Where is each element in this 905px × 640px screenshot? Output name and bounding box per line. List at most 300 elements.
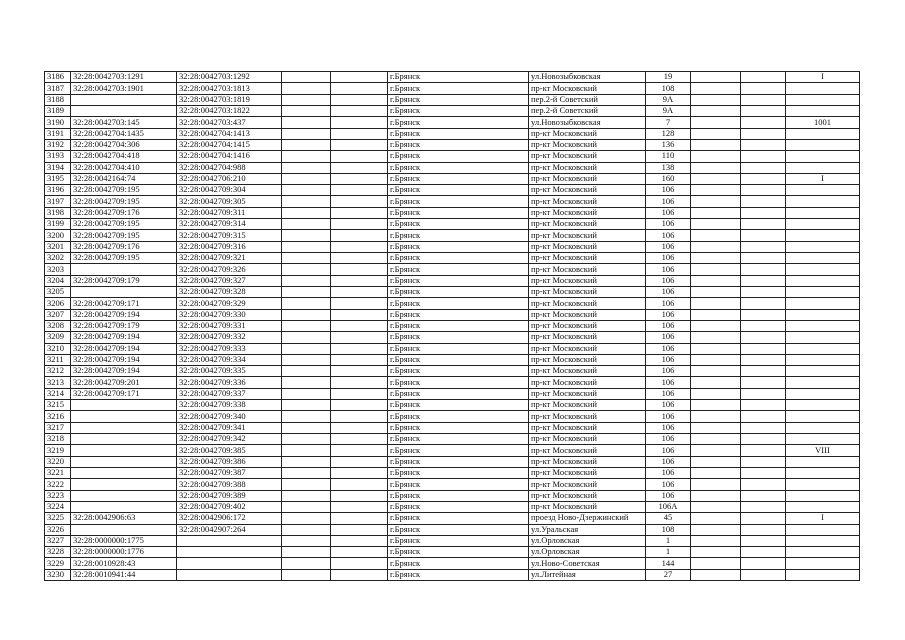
- city-cell: г.Брянск: [388, 286, 529, 297]
- empty-cell: [331, 139, 388, 150]
- cadastral-number-1: 32:28:0042709:194: [71, 343, 177, 354]
- cadastral-number-1: [71, 501, 177, 512]
- premises-cell: [786, 388, 860, 399]
- premises-cell: [786, 434, 860, 445]
- cadastral-number-1: 32:28:0042709:194: [71, 309, 177, 320]
- table-row: [45, 105, 860, 116]
- empty-cell: [282, 105, 331, 116]
- street-cell: пр-кт Московский: [529, 162, 646, 173]
- row-number: 3195: [45, 173, 71, 184]
- table-row: [45, 354, 860, 365]
- house-number-cell: 106: [646, 298, 691, 309]
- city-cell: г.Брянск: [388, 501, 529, 512]
- row-number: 3215: [45, 400, 71, 411]
- cadastral-number-2: 32:28:0042709:338: [177, 400, 282, 411]
- premises-cell: [786, 128, 860, 139]
- empty-cell: [282, 411, 331, 422]
- house-number-cell: 106: [646, 354, 691, 365]
- row-number: 3208: [45, 320, 71, 331]
- empty-cell: [741, 72, 786, 83]
- street-cell: пр-кт Московский: [529, 219, 646, 230]
- table-row: [45, 343, 860, 354]
- street-cell: ул.Новозыбковская: [529, 72, 646, 83]
- empty-cell: [282, 275, 331, 286]
- empty-cell: [282, 422, 331, 433]
- cadastral-number-2: 32:28:0042709:341: [177, 422, 282, 433]
- cadastral-number-1: 32:28:0042709:176: [71, 241, 177, 252]
- premises-cell: 1001: [786, 117, 860, 128]
- table-row: [45, 207, 860, 218]
- cadastral-number-2: 32:28:0042709:321: [177, 253, 282, 264]
- empty-cell: [741, 151, 786, 162]
- row-number: 3222: [45, 479, 71, 490]
- house-number-cell: 106: [646, 253, 691, 264]
- empty-cell: [282, 196, 331, 207]
- empty-cell: [282, 151, 331, 162]
- house-number-cell: 108: [646, 83, 691, 94]
- empty-cell: [691, 456, 741, 467]
- cadastral-number-1: 32:28:0042704:418: [71, 151, 177, 162]
- table-row: [45, 196, 860, 207]
- empty-cell: [691, 253, 741, 264]
- empty-cell: [282, 377, 331, 388]
- cadastral-number-2: 32:28:0042704:988: [177, 162, 282, 173]
- street-cell: пр-кт Московский: [529, 377, 646, 388]
- cadastral-number-2: 32:28:0042709:326: [177, 264, 282, 275]
- table-row: [45, 547, 860, 558]
- empty-cell: [741, 241, 786, 252]
- row-number: 3229: [45, 558, 71, 569]
- empty-cell: [741, 309, 786, 320]
- cadastral-number-1: 32:28:0042709:176: [71, 207, 177, 218]
- street-cell: пр-кт Московский: [529, 501, 646, 512]
- empty-cell: [331, 151, 388, 162]
- house-number-cell: 106: [646, 490, 691, 501]
- street-cell: пр-кт Московский: [529, 207, 646, 218]
- empty-cell: [691, 411, 741, 422]
- empty-cell: [331, 253, 388, 264]
- table-row: [45, 535, 860, 546]
- cadastral-number-1: 32:28:0042709:195: [71, 219, 177, 230]
- cadastral-number-1: 32:28:0042906:63: [71, 513, 177, 524]
- cadastral-number-1: 32:28:0042704:1435: [71, 128, 177, 139]
- empty-cell: [331, 298, 388, 309]
- empty-cell: [691, 264, 741, 275]
- city-cell: г.Брянск: [388, 264, 529, 275]
- empty-cell: [741, 230, 786, 241]
- premises-cell: [786, 196, 860, 207]
- empty-cell: [691, 558, 741, 569]
- empty-cell: [741, 524, 786, 535]
- table-row: [45, 479, 860, 490]
- empty-cell: [741, 456, 786, 467]
- empty-cell: [331, 445, 388, 456]
- street-cell: пр-кт Московский: [529, 128, 646, 139]
- table-row: [45, 162, 860, 173]
- row-number: 3214: [45, 388, 71, 399]
- empty-cell: [331, 128, 388, 139]
- cadastral-number-1: [71, 422, 177, 433]
- premises-cell: [786, 230, 860, 241]
- row-number: 3187: [45, 83, 71, 94]
- street-cell: пр-кт Московский: [529, 241, 646, 252]
- city-cell: г.Брянск: [388, 151, 529, 162]
- row-number: 3220: [45, 456, 71, 467]
- street-cell: ул.Орловская: [529, 535, 646, 546]
- city-cell: г.Брянск: [388, 343, 529, 354]
- table-row: [45, 139, 860, 150]
- city-cell: г.Брянск: [388, 207, 529, 218]
- empty-cell: [741, 275, 786, 286]
- cadastral-number-2: 32:28:0042703:437: [177, 117, 282, 128]
- house-number-cell: 160: [646, 173, 691, 184]
- cadastral-number-2: 32:28:0042704:1415: [177, 139, 282, 150]
- cadastral-number-1: 32:28:0042709:195: [71, 253, 177, 264]
- empty-cell: [282, 72, 331, 83]
- empty-cell: [741, 467, 786, 478]
- empty-cell: [741, 196, 786, 207]
- cadastral-number-1: 32:28:0042164:74: [71, 173, 177, 184]
- empty-cell: [741, 434, 786, 445]
- premises-cell: [786, 332, 860, 343]
- house-number-cell: 106: [646, 264, 691, 275]
- row-number: 3221: [45, 467, 71, 478]
- empty-cell: [282, 332, 331, 343]
- table-row: [45, 219, 860, 230]
- empty-cell: [741, 128, 786, 139]
- cadastral-number-2: [177, 535, 282, 546]
- premises-cell: [786, 535, 860, 546]
- row-number: 3227: [45, 535, 71, 546]
- registry-table: [44, 71, 860, 581]
- premises-cell: [786, 366, 860, 377]
- row-number: 3201: [45, 241, 71, 252]
- row-number: 3188: [45, 94, 71, 105]
- cadastral-number-2: 32:28:0042709:331: [177, 320, 282, 331]
- empty-cell: [691, 377, 741, 388]
- empty-cell: [691, 207, 741, 218]
- empty-cell: [741, 253, 786, 264]
- premises-cell: [786, 569, 860, 580]
- cadastral-number-1: 32:28:0042709:201: [71, 377, 177, 388]
- empty-cell: [691, 162, 741, 173]
- city-cell: г.Брянск: [388, 128, 529, 139]
- street-cell: пр-кт Московский: [529, 309, 646, 320]
- table-row: [45, 83, 860, 94]
- empty-cell: [282, 309, 331, 320]
- empty-cell: [691, 173, 741, 184]
- empty-cell: [691, 479, 741, 490]
- premises-cell: [786, 467, 860, 478]
- empty-cell: [741, 569, 786, 580]
- empty-cell: [691, 569, 741, 580]
- street-cell: пр-кт Московский: [529, 479, 646, 490]
- empty-cell: [282, 479, 331, 490]
- cadastral-number-1: 32:28:0042709:171: [71, 388, 177, 399]
- empty-cell: [331, 535, 388, 546]
- table-row: [45, 185, 860, 196]
- street-cell: пр-кт Московский: [529, 490, 646, 501]
- house-number-cell: 19: [646, 72, 691, 83]
- empty-cell: [691, 298, 741, 309]
- street-cell: ул.Ново-Советская: [529, 558, 646, 569]
- empty-cell: [282, 320, 331, 331]
- cadastral-number-2: 32:28:0042709:304: [177, 185, 282, 196]
- empty-cell: [331, 72, 388, 83]
- empty-cell: [691, 230, 741, 241]
- premises-cell: I: [786, 513, 860, 524]
- house-number-cell: 106: [646, 286, 691, 297]
- street-cell: пр-кт Московский: [529, 173, 646, 184]
- row-number: 3211: [45, 354, 71, 365]
- cadastral-number-2: 32:28:0042709:387: [177, 467, 282, 478]
- row-number: 3225: [45, 513, 71, 524]
- empty-cell: [282, 535, 331, 546]
- table-row: [45, 173, 860, 184]
- table-row: [45, 400, 860, 411]
- city-cell: г.Брянск: [388, 535, 529, 546]
- empty-cell: [741, 185, 786, 196]
- empty-cell: [282, 219, 331, 230]
- street-cell: пр-кт Московский: [529, 400, 646, 411]
- table-row: [45, 422, 860, 433]
- house-number-cell: 106: [646, 309, 691, 320]
- house-number-cell: 138: [646, 162, 691, 173]
- empty-cell: [741, 377, 786, 388]
- empty-cell: [282, 524, 331, 535]
- empty-cell: [741, 547, 786, 558]
- empty-cell: [691, 139, 741, 150]
- row-number: 3217: [45, 422, 71, 433]
- premises-cell: [786, 400, 860, 411]
- row-number: 3202: [45, 253, 71, 264]
- house-number-cell: 106: [646, 275, 691, 286]
- empty-cell: [691, 128, 741, 139]
- table-row: [45, 490, 860, 501]
- premises-cell: [786, 241, 860, 252]
- house-number-cell: 106: [646, 434, 691, 445]
- empty-cell: [331, 264, 388, 275]
- premises-cell: [786, 298, 860, 309]
- cadastral-number-1: [71, 434, 177, 445]
- empty-cell: [691, 513, 741, 524]
- table-row: [45, 72, 860, 83]
- row-number: 3199: [45, 219, 71, 230]
- empty-cell: [741, 219, 786, 230]
- empty-cell: [741, 162, 786, 173]
- cadastral-number-2: 32:28:0042709:328: [177, 286, 282, 297]
- cadastral-number-2: 32:28:0042709:334: [177, 354, 282, 365]
- row-number: 3196: [45, 185, 71, 196]
- house-number-cell: 1: [646, 535, 691, 546]
- cadastral-number-2: [177, 569, 282, 580]
- premises-cell: [786, 343, 860, 354]
- cadastral-number-2: 32:28:0042906:172: [177, 513, 282, 524]
- premises-cell: [786, 151, 860, 162]
- cadastral-number-1: 32:28:0010941:44: [71, 569, 177, 580]
- empty-cell: [282, 230, 331, 241]
- premises-cell: [786, 354, 860, 365]
- cadastral-number-1: [71, 94, 177, 105]
- empty-cell: [691, 354, 741, 365]
- cadastral-number-1: [71, 105, 177, 116]
- city-cell: г.Брянск: [388, 422, 529, 433]
- house-number-cell: 108: [646, 524, 691, 535]
- empty-cell: [282, 162, 331, 173]
- empty-cell: [282, 513, 331, 524]
- empty-cell: [331, 320, 388, 331]
- house-number-cell: 106: [646, 456, 691, 467]
- empty-cell: [741, 83, 786, 94]
- empty-cell: [691, 422, 741, 433]
- street-cell: ул.Новозыбковская: [529, 117, 646, 128]
- city-cell: г.Брянск: [388, 400, 529, 411]
- empty-cell: [282, 388, 331, 399]
- house-number-cell: 106: [646, 400, 691, 411]
- empty-cell: [331, 219, 388, 230]
- empty-cell: [282, 241, 331, 252]
- cadastral-number-2: 32:28:0042709:336: [177, 377, 282, 388]
- cadastral-number-1: 32:28:0042703:145: [71, 117, 177, 128]
- cadastral-number-2: 32:28:0042703:1813: [177, 83, 282, 94]
- cadastral-number-1: 32:28:0042709:194: [71, 354, 177, 365]
- table-row: [45, 388, 860, 399]
- street-cell: ул.Литейная: [529, 569, 646, 580]
- cadastral-number-2: 32:28:0042704:1416: [177, 151, 282, 162]
- street-cell: пр-кт Московский: [529, 332, 646, 343]
- house-number-cell: 128: [646, 128, 691, 139]
- city-cell: г.Брянск: [388, 196, 529, 207]
- row-number: 3186: [45, 72, 71, 83]
- row-number: 3219: [45, 445, 71, 456]
- street-cell: пр-кт Московский: [529, 422, 646, 433]
- city-cell: г.Брянск: [388, 162, 529, 173]
- empty-cell: [691, 309, 741, 320]
- empty-cell: [282, 547, 331, 558]
- empty-cell: [691, 524, 741, 535]
- city-cell: г.Брянск: [388, 524, 529, 535]
- empty-cell: [282, 569, 331, 580]
- cadastral-number-2: 32:28:0042709:340: [177, 411, 282, 422]
- premises-cell: [786, 286, 860, 297]
- cadastral-number-1: 32:28:0042704:410: [71, 162, 177, 173]
- empty-cell: [691, 320, 741, 331]
- empty-cell: [282, 83, 331, 94]
- house-number-cell: 136: [646, 139, 691, 150]
- premises-cell: [786, 479, 860, 490]
- empty-cell: [691, 275, 741, 286]
- empty-cell: [331, 354, 388, 365]
- empty-cell: [282, 173, 331, 184]
- table-row: [45, 501, 860, 512]
- table-row: [45, 377, 860, 388]
- cadastral-number-2: 32:28:0042709:305: [177, 196, 282, 207]
- street-cell: пр-кт Московский: [529, 320, 646, 331]
- row-number: 3213: [45, 377, 71, 388]
- cadastral-number-1: [71, 467, 177, 478]
- row-number: 3200: [45, 230, 71, 241]
- premises-cell: [786, 94, 860, 105]
- city-cell: г.Брянск: [388, 490, 529, 501]
- cadastral-number-2: 32:28:0042709:335: [177, 366, 282, 377]
- row-number: 3228: [45, 547, 71, 558]
- empty-cell: [282, 467, 331, 478]
- street-cell: пр-кт Московский: [529, 434, 646, 445]
- cadastral-number-1: [71, 445, 177, 456]
- empty-cell: [331, 524, 388, 535]
- city-cell: г.Брянск: [388, 241, 529, 252]
- house-number-cell: 106: [646, 479, 691, 490]
- empty-cell: [282, 298, 331, 309]
- row-number: 3230: [45, 569, 71, 580]
- premises-cell: [786, 139, 860, 150]
- city-cell: г.Брянск: [388, 332, 529, 343]
- cadastral-number-1: [71, 490, 177, 501]
- cadastral-number-1: [71, 524, 177, 535]
- premises-cell: [786, 320, 860, 331]
- table-row: [45, 151, 860, 162]
- empty-cell: [691, 366, 741, 377]
- street-cell: пр-кт Московский: [529, 366, 646, 377]
- house-number-cell: 106: [646, 196, 691, 207]
- street-cell: пр-кт Московский: [529, 139, 646, 150]
- premises-cell: [786, 253, 860, 264]
- cadastral-number-1: 32:28:0000000:1775: [71, 535, 177, 546]
- house-number-cell: 106: [646, 366, 691, 377]
- street-cell: пр-кт Московский: [529, 354, 646, 365]
- empty-cell: [691, 151, 741, 162]
- premises-cell: [786, 558, 860, 569]
- cadastral-number-2: 32:28:0042709:315: [177, 230, 282, 241]
- empty-cell: [331, 332, 388, 343]
- cadastral-number-1: [71, 479, 177, 490]
- city-cell: г.Брянск: [388, 173, 529, 184]
- city-cell: г.Брянск: [388, 366, 529, 377]
- empty-cell: [741, 411, 786, 422]
- table-row: [45, 230, 860, 241]
- empty-cell: [741, 343, 786, 354]
- premises-cell: VIII: [786, 445, 860, 456]
- empty-cell: [282, 117, 331, 128]
- row-number: 3224: [45, 501, 71, 512]
- empty-cell: [691, 72, 741, 83]
- cadastral-number-2: 32:28:0042709:314: [177, 219, 282, 230]
- city-cell: г.Брянск: [388, 445, 529, 456]
- empty-cell: [331, 94, 388, 105]
- street-cell: пр-кт Московский: [529, 275, 646, 286]
- empty-cell: [741, 173, 786, 184]
- empty-cell: [741, 400, 786, 411]
- table-row: [45, 309, 860, 320]
- cadastral-number-1: [71, 400, 177, 411]
- empty-cell: [741, 535, 786, 546]
- empty-cell: [691, 535, 741, 546]
- empty-cell: [282, 185, 331, 196]
- premises-cell: [786, 422, 860, 433]
- cadastral-number-1: 32:28:0042709:179: [71, 320, 177, 331]
- cadastral-number-2: 32:28:0042709:311: [177, 207, 282, 218]
- cadastral-number-1: 32:28:0042704:306: [71, 139, 177, 150]
- house-number-cell: 106: [646, 467, 691, 478]
- empty-cell: [691, 388, 741, 399]
- empty-cell: [741, 207, 786, 218]
- empty-cell: [741, 513, 786, 524]
- empty-cell: [331, 275, 388, 286]
- empty-cell: [741, 139, 786, 150]
- empty-cell: [741, 264, 786, 275]
- empty-cell: [331, 456, 388, 467]
- empty-cell: [741, 354, 786, 365]
